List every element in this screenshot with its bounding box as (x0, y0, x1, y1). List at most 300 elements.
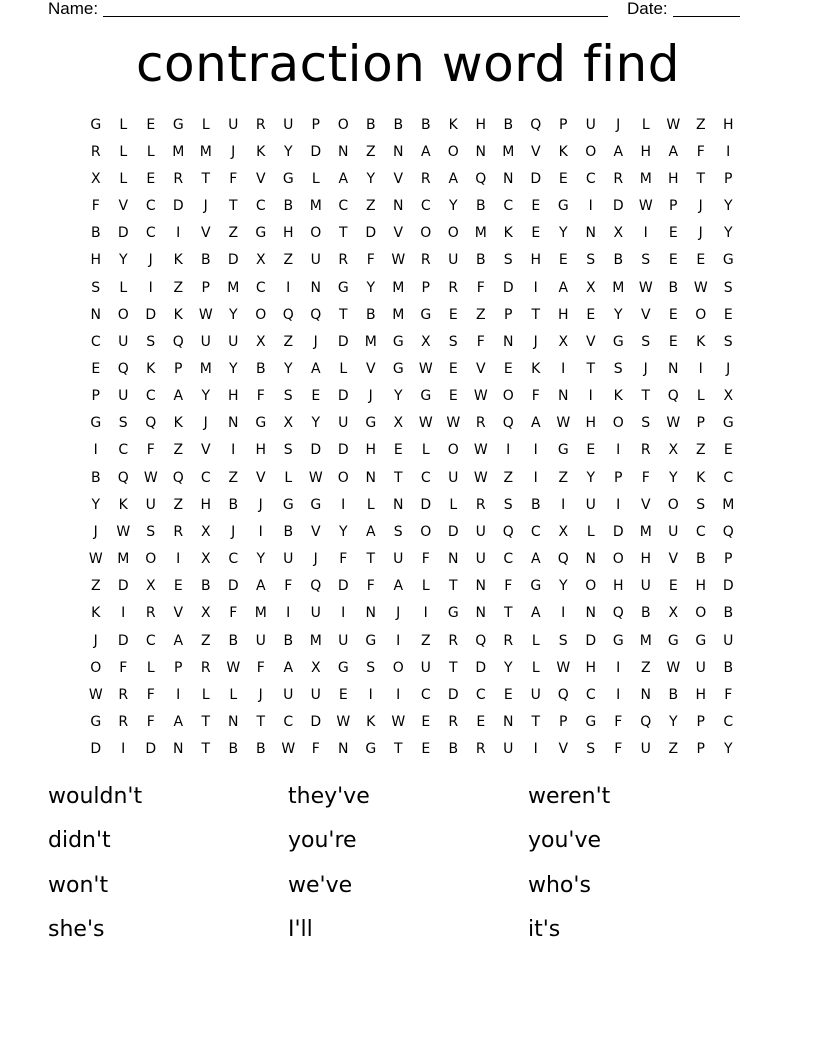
grid-letter: R (173, 170, 184, 187)
grid-letter: R (420, 252, 431, 269)
word-item: we've (288, 872, 353, 898)
grid-letter: F (696, 143, 705, 160)
name-blank-line (103, 16, 608, 17)
grid-letter: Z (558, 469, 569, 486)
grid-letter: E (668, 225, 678, 242)
grid-letter: D (172, 198, 184, 215)
grid-letter: E (668, 252, 678, 269)
grid-letter: V (585, 333, 596, 350)
grid-letter: T (201, 170, 211, 187)
grid-letter: P (614, 469, 623, 486)
grid-letter: B (283, 198, 294, 215)
grid-letter: E (476, 714, 486, 731)
grid-letter: X (200, 523, 211, 540)
grid-letter: W (336, 714, 351, 731)
grid-letter: M (309, 632, 322, 649)
grid-letter: S (723, 279, 733, 296)
grid-letter: B (668, 686, 679, 703)
grid-letter: Q (640, 714, 652, 731)
grid-letter: V (393, 225, 404, 242)
grid-letter: L (201, 686, 210, 703)
grid-letter: S (641, 252, 651, 269)
grid-letter: U (118, 388, 129, 405)
grid-letter: T (531, 306, 541, 323)
grid-letter: R (145, 605, 156, 622)
grid-letter: J (313, 333, 318, 350)
grid-letter: A (173, 632, 184, 649)
grid-letter: B (475, 252, 486, 269)
grid-letter: K (503, 225, 513, 242)
grid-letter: S (146, 523, 156, 540)
grid-letter: I (121, 741, 126, 758)
date-label: Date: (627, 0, 668, 18)
grid-letter: R (420, 170, 431, 187)
grid-letter: C (420, 469, 431, 486)
grid-letter: F (339, 551, 348, 568)
grid-letter: I (561, 605, 566, 622)
grid-letter: I (698, 360, 703, 377)
grid-letter: J (533, 333, 538, 350)
grid-letter: C (338, 198, 349, 215)
grid-letter: G (392, 360, 404, 377)
grid-letter: I (423, 605, 428, 622)
grid-letter: X (723, 388, 734, 405)
grid-letter: I (176, 686, 181, 703)
grid-letter: G (722, 415, 734, 432)
grid-letter: D (117, 578, 129, 595)
grid-letter: V (365, 360, 376, 377)
grid-letter: B (365, 306, 376, 323)
grid-letter: O (145, 551, 157, 568)
grid-letter: I (533, 741, 538, 758)
grid-letter: D (337, 333, 349, 350)
grid-letter: B (723, 659, 734, 676)
grid-letter: O (695, 605, 707, 622)
grid-letter: N (365, 605, 376, 622)
grid-letter: J (203, 198, 208, 215)
grid-row (82, 111, 742, 138)
grid-letter: M (502, 143, 515, 160)
grid-letter: R (200, 659, 211, 676)
grid-letter: G (365, 632, 377, 649)
grid-letter: F (504, 578, 513, 595)
grid-letter: P (669, 198, 678, 215)
grid-letter: Y (366, 170, 376, 187)
grid-letter: G (365, 741, 377, 758)
grid-letter: U (118, 333, 129, 350)
grid-letter: Z (90, 578, 101, 595)
grid-letter: A (173, 714, 184, 731)
grid-letter: Y (586, 469, 596, 486)
grid-letter: S (283, 442, 293, 459)
grid-letter: Q (310, 306, 322, 323)
grid-letter: U (668, 523, 679, 540)
grid-letter: J (203, 415, 208, 432)
grid-letter: N (558, 388, 569, 405)
grid-letter: V (640, 496, 651, 513)
grid-letter: N (448, 551, 459, 568)
grid-letter: E (173, 578, 183, 595)
word-item: I'll (288, 917, 313, 943)
grid-letter: R (448, 714, 459, 731)
grid-letter: T (201, 714, 211, 731)
grid-row (82, 328, 742, 355)
grid-letter: W (391, 252, 406, 269)
grid-letter: U (228, 116, 239, 133)
grid-letter: Z (365, 143, 376, 160)
grid-letter: S (696, 496, 706, 513)
grid-row (82, 192, 742, 219)
grid-letter: F (476, 279, 485, 296)
grid-letter: F (421, 551, 430, 568)
grid-letter: C (420, 198, 431, 215)
grid-letter: G (365, 415, 377, 432)
grid-letter: S (503, 252, 513, 269)
grid-letter: V (475, 360, 486, 377)
grid-letter: Q (172, 333, 184, 350)
grid-letter: E (558, 170, 568, 187)
grid-letter: Y (118, 252, 128, 269)
grid-row (82, 681, 742, 708)
grid-letter: B (228, 632, 239, 649)
grid-letter: W (556, 415, 571, 432)
grid-letter: B (283, 523, 294, 540)
grid-letter: Y (228, 360, 238, 377)
grid-letter: C (503, 198, 514, 215)
grid-letter: A (283, 659, 294, 676)
grid-letter: N (393, 143, 404, 160)
grid-letter: U (475, 523, 486, 540)
grid-letter: N (310, 279, 321, 296)
grid-letter: B (613, 252, 624, 269)
grid-letter: Y (256, 551, 266, 568)
grid-letter: C (90, 333, 101, 350)
grid-letter: X (393, 415, 404, 432)
grid-letter: Y (723, 741, 733, 758)
grid-letter: G (530, 578, 542, 595)
grid-letter: T (393, 469, 403, 486)
grid-letter: V (200, 225, 211, 242)
grid-letter: K (558, 143, 568, 160)
grid-letter: P (724, 170, 733, 187)
grid-letter: I (258, 523, 263, 540)
grid-letter: G (447, 605, 459, 622)
worksheet-header (48, 0, 748, 20)
grid-letter: Z (503, 469, 514, 486)
grid-letter: G (667, 632, 679, 649)
grid-letter: F (366, 252, 375, 269)
grid-letter: K (91, 605, 101, 622)
grid-letter: L (229, 686, 238, 703)
grid-letter: D (117, 225, 129, 242)
grid-letter: C (475, 686, 486, 703)
grid-letter: G (585, 714, 597, 731)
grid-letter: D (585, 632, 597, 649)
grid-letter: V (255, 170, 266, 187)
word-item: who's (528, 872, 591, 898)
grid-letter: D (722, 578, 734, 595)
grid-letter: I (341, 496, 346, 513)
grid-letter: P (174, 360, 183, 377)
grid-letter: O (310, 225, 322, 242)
grid-letter: L (146, 659, 155, 676)
grid-letter: Q (117, 360, 129, 377)
grid-letter: W (693, 279, 708, 296)
word-item: you've (528, 828, 602, 854)
grid-letter: T (201, 741, 211, 758)
grid-letter: D (310, 714, 322, 731)
grid-letter: C (255, 279, 266, 296)
grid-letter: Y (668, 469, 678, 486)
grid-letter: Q (557, 686, 569, 703)
grid-row (82, 518, 742, 545)
grid-letter: N (585, 225, 596, 242)
grid-letter: Y (338, 523, 348, 540)
grid-letter: H (255, 442, 267, 459)
grid-letter: F (311, 741, 320, 758)
grid-letter: H (90, 252, 102, 269)
grid-row (82, 736, 742, 763)
grid-letter: J (368, 388, 373, 405)
grid-letter: M (199, 143, 212, 160)
grid-letter: U (283, 551, 294, 568)
grid-letter: F (476, 333, 485, 350)
letter-grid (82, 111, 742, 763)
grid-letter: A (420, 143, 431, 160)
grid-letter: J (148, 252, 153, 269)
grid-letter: N (475, 605, 486, 622)
grid-letter: G (557, 198, 569, 215)
grid-letter: X (558, 333, 569, 350)
grid-letter: I (533, 442, 538, 459)
grid-row (82, 165, 742, 192)
grid-letter: I (561, 496, 566, 513)
grid-letter: J (698, 225, 703, 242)
grid-letter: L (311, 170, 320, 187)
grid-letter: E (503, 360, 513, 377)
grid-letter: G (90, 714, 102, 731)
grid-letter: B (503, 116, 514, 133)
grid-letter: O (447, 442, 459, 459)
grid-letter: B (228, 741, 239, 758)
grid-letter: W (473, 442, 488, 459)
grid-letter: T (338, 306, 348, 323)
grid-letter: S (613, 360, 623, 377)
grid-letter: A (393, 578, 404, 595)
grid-row (82, 410, 742, 437)
grid-letter: R (475, 415, 486, 432)
grid-letter: E (586, 442, 596, 459)
grid-letter: V (393, 170, 404, 187)
grid-letter: N (365, 469, 376, 486)
grid-letter: E (338, 686, 348, 703)
grid-letter: N (338, 143, 349, 160)
grid-letter: C (118, 442, 129, 459)
grid-letter: A (255, 578, 266, 595)
grid-letter: D (475, 659, 487, 676)
grid-letter: G (255, 415, 267, 432)
grid-letter: K (173, 252, 183, 269)
grid-letter: Y (201, 388, 211, 405)
grid-letter: O (585, 578, 597, 595)
grid-letter: B (640, 605, 651, 622)
grid-letter: J (726, 360, 731, 377)
grid-letter: N (503, 714, 514, 731)
grid-letter: K (173, 306, 183, 323)
grid-letter: I (588, 198, 593, 215)
grid-letter: O (90, 659, 102, 676)
grid-letter: U (723, 632, 734, 649)
grid-letter: W (638, 198, 653, 215)
grid-letter: J (231, 523, 236, 540)
grid-letter: I (341, 605, 346, 622)
grid-letter: Y (448, 198, 458, 215)
grid-letter: E (668, 578, 678, 595)
word-item: she's (48, 917, 105, 943)
grid-letter: T (531, 714, 541, 731)
grid-letter: M (639, 523, 652, 540)
grid-letter: N (585, 551, 596, 568)
grid-letter: L (449, 496, 458, 513)
grid-row (82, 383, 742, 410)
grid-letter: O (695, 306, 707, 323)
word-list-row (48, 774, 768, 819)
grid-letter: X (310, 659, 321, 676)
grid-letter: Z (283, 252, 294, 269)
grid-letter: N (393, 198, 404, 215)
grid-letter: S (91, 279, 101, 296)
grid-letter: J (93, 523, 98, 540)
grid-letter: F (119, 659, 128, 676)
grid-letter: E (421, 714, 431, 731)
grid-letter: M (474, 225, 487, 242)
grid-letter: R (90, 143, 101, 160)
grid-letter: X (668, 605, 679, 622)
grid-letter: A (530, 551, 541, 568)
grid-letter: S (586, 252, 596, 269)
word-item: weren't (528, 783, 611, 809)
grid-letter: D (337, 442, 349, 459)
grid-letter: U (310, 686, 321, 703)
grid-row (82, 708, 742, 735)
grid-letter: G (722, 252, 734, 269)
grid-letter: U (695, 659, 706, 676)
grid-letter: C (228, 551, 239, 568)
grid-letter: T (641, 388, 651, 405)
grid-letter: V (558, 741, 569, 758)
grid-letter: T (503, 605, 513, 622)
grid-letter: P (724, 551, 733, 568)
grid-letter: I (231, 442, 236, 459)
grid-row (82, 573, 742, 600)
grid-letter: F (366, 578, 375, 595)
grid-letter: O (667, 496, 679, 513)
grid-letter: X (200, 551, 211, 568)
grid-row (82, 220, 742, 247)
grid-letter: L (531, 632, 540, 649)
grid-letter: J (93, 632, 98, 649)
grid-letter: R (613, 170, 624, 187)
grid-letter: E (448, 306, 458, 323)
grid-letter: O (585, 143, 597, 160)
word-item: wouldn't (48, 783, 143, 809)
grid-letter: M (227, 279, 240, 296)
word-list-row (48, 908, 768, 953)
grid-letter: W (391, 714, 406, 731)
grid-letter: G (337, 659, 349, 676)
grid-letter: Q (612, 605, 624, 622)
grid-letter: N (173, 741, 184, 758)
grid-letter: U (255, 632, 266, 649)
grid-letter: R (338, 252, 349, 269)
grid-letter: Z (365, 198, 376, 215)
grid-letter: U (310, 605, 321, 622)
grid-letter: Q (282, 306, 294, 323)
grid-letter: W (418, 360, 433, 377)
grid-letter: B (393, 116, 404, 133)
grid-letter: R (475, 496, 486, 513)
grid-letter: X (90, 170, 101, 187)
grid-letter: L (119, 143, 128, 160)
grid-letter: W (666, 116, 681, 133)
grid-letter: G (90, 116, 102, 133)
grid-letter: U (310, 252, 321, 269)
grid-letter: V (530, 143, 541, 160)
grid-letter: A (613, 143, 624, 160)
grid-letter: Q (310, 578, 322, 595)
grid-letter: Q (502, 415, 514, 432)
grid-letter: Y (503, 659, 513, 676)
grid-letter: A (365, 523, 376, 540)
grid-letter: D (447, 523, 459, 540)
grid-letter: O (117, 306, 129, 323)
grid-letter: P (421, 279, 430, 296)
grid-letter: V (118, 198, 129, 215)
grid-letter: S (448, 333, 458, 350)
grid-letter: G (90, 415, 102, 432)
grid-letter: W (473, 469, 488, 486)
grid-letter: T (366, 551, 376, 568)
grid-letter: Z (695, 116, 706, 133)
grid-letter: O (255, 306, 267, 323)
grid-letter: L (201, 116, 210, 133)
grid-letter: J (616, 116, 621, 133)
grid-letter: V (200, 442, 211, 459)
grid-letter: P (174, 659, 183, 676)
grid-row (82, 654, 742, 681)
grid-letter: N (228, 415, 239, 432)
grid-letter: E (311, 388, 321, 405)
grid-letter: L (586, 523, 595, 540)
grid-letter: E (421, 741, 431, 758)
grid-letter: L (119, 116, 128, 133)
grid-letter: F (146, 442, 155, 459)
grid-letter: R (475, 741, 486, 758)
grid-letter: F (641, 469, 650, 486)
grid-letter: T (256, 714, 266, 731)
grid-letter: D (337, 578, 349, 595)
grid-letter: G (557, 442, 569, 459)
grid-letter: B (283, 632, 294, 649)
grid-letter: H (557, 306, 569, 323)
name-label: Name: (48, 0, 99, 18)
grid-letter: R (640, 442, 651, 459)
grid-letter: B (420, 116, 431, 133)
grid-letter: P (696, 741, 705, 758)
grid-letter: Z (228, 225, 239, 242)
grid-letter: X (283, 415, 294, 432)
grid-letter: O (420, 225, 432, 242)
